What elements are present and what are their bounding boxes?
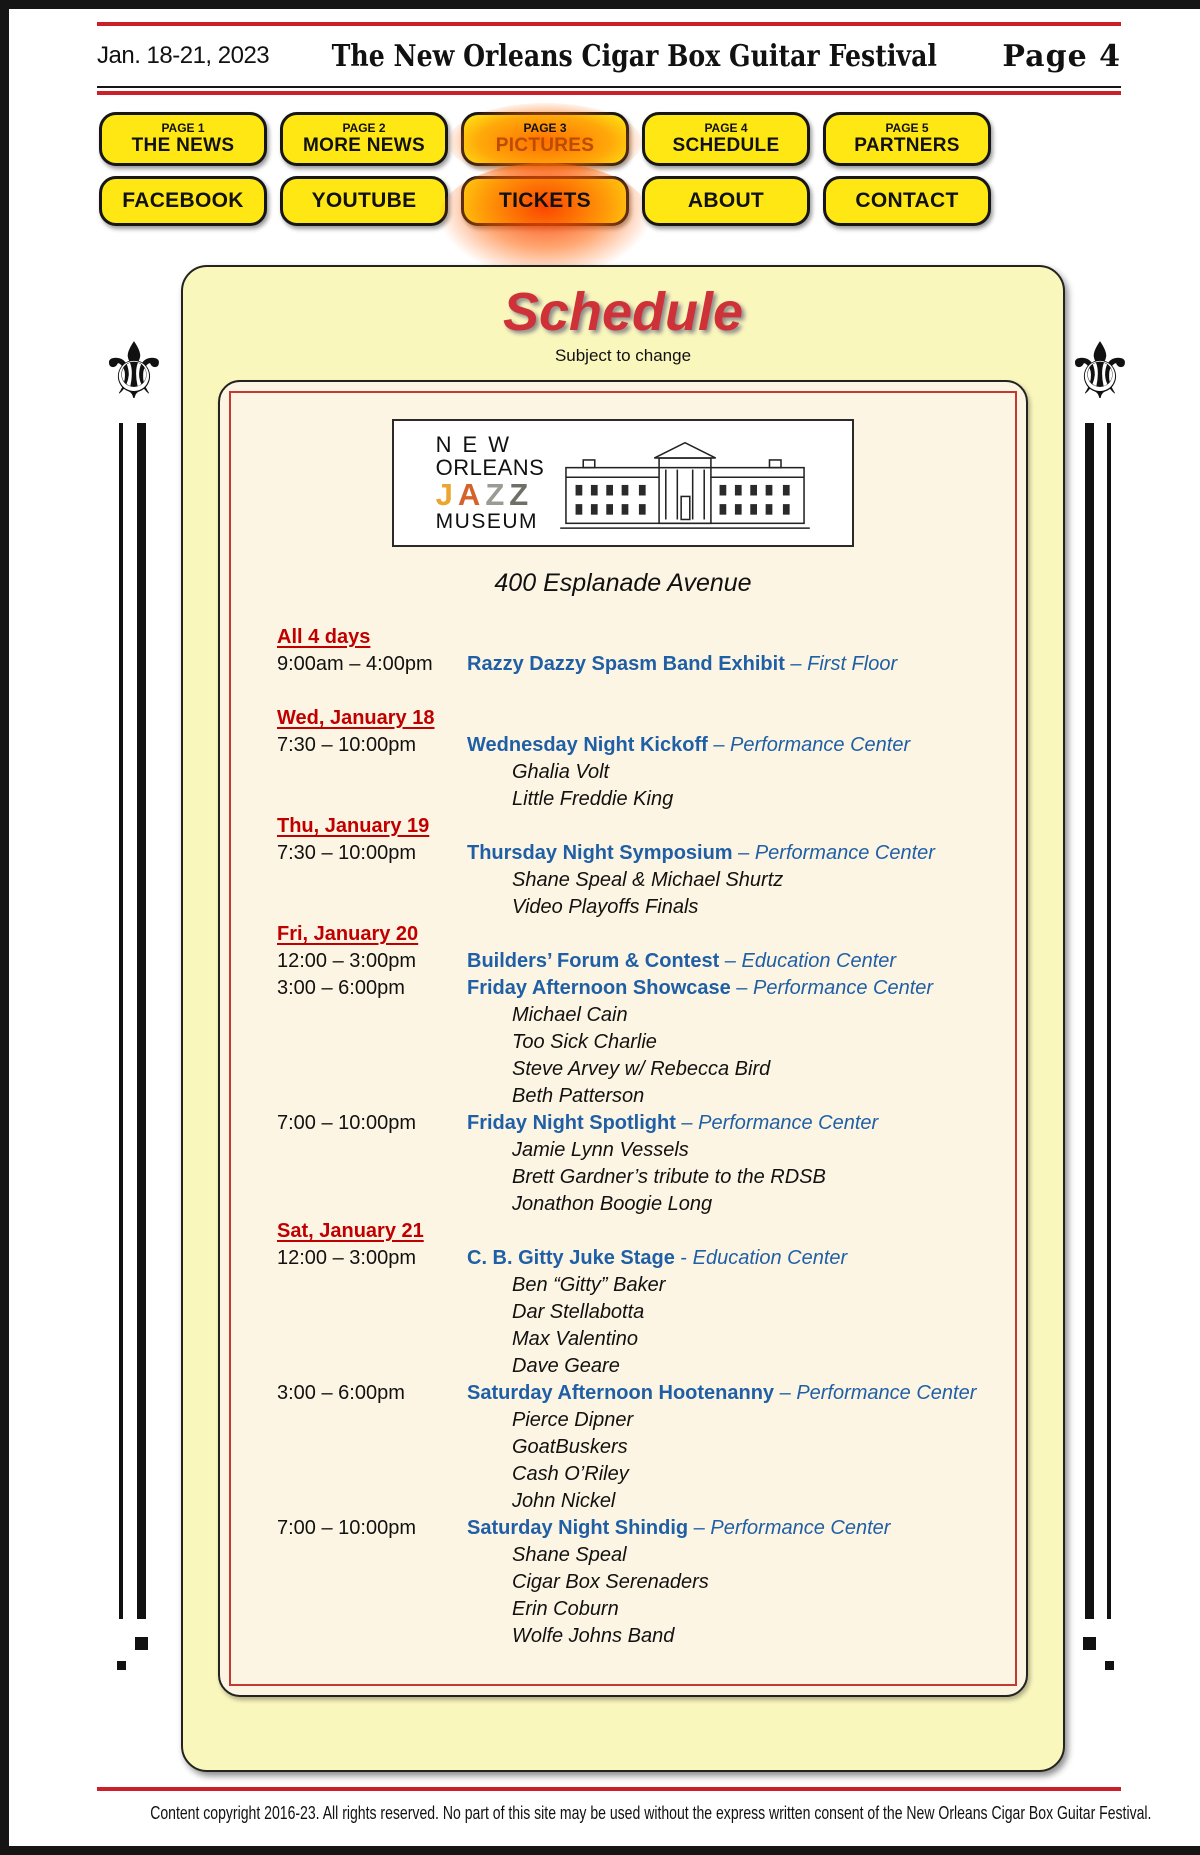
fleur-de-lis-icon: ⚜ bbox=[1065, 327, 1135, 417]
event-title-line bbox=[467, 732, 1003, 759]
logo-jazz-letter: Z bbox=[509, 476, 534, 512]
nav-page-label: PAGE 2 bbox=[342, 120, 386, 135]
ornament-square bbox=[117, 1661, 126, 1670]
event-time: 12:00 – 3:00pm bbox=[277, 950, 416, 972]
event-time: 9:00am – 4:00pm bbox=[277, 653, 433, 675]
logo-jazz-letter: A bbox=[457, 476, 486, 512]
page-number: Page 4 bbox=[1002, 38, 1121, 74]
nav-button-contact[interactable] bbox=[823, 176, 991, 226]
event-venue: Performance Center bbox=[730, 734, 911, 756]
event-title: Saturday Afternoon Hootenanny bbox=[467, 1382, 775, 1404]
nav-button-label: FACEBOOK bbox=[122, 189, 244, 212]
event-row bbox=[277, 948, 1003, 975]
event-row bbox=[277, 732, 1003, 813]
nav-page-label: PAGE 3 bbox=[523, 120, 567, 135]
event-title-line bbox=[467, 948, 1003, 975]
schedule-heading: Schedule bbox=[502, 282, 744, 342]
logo-jazz-letter: J bbox=[435, 476, 458, 512]
event-separator: – bbox=[774, 1382, 797, 1404]
main-navigation bbox=[99, 112, 965, 226]
nav-button-tickets[interactable] bbox=[461, 176, 629, 226]
logo-word-new: NEW bbox=[435, 431, 520, 457]
jazz-museum-logo bbox=[392, 419, 854, 547]
artist-name: Cigar Box Serenaders bbox=[512, 1571, 709, 1593]
artist-name: Shane Speal bbox=[512, 1544, 627, 1566]
event-time: 3:00 – 6:00pm bbox=[277, 977, 405, 999]
nav-button-partners[interactable] bbox=[823, 112, 991, 166]
nav-page-label: PAGE 5 bbox=[885, 120, 929, 135]
nav-page-label: PAGE 1 bbox=[161, 120, 205, 135]
artist-name: Erin Coburn bbox=[512, 1598, 619, 1620]
venue-address: 400 Esplanade Avenue bbox=[494, 569, 752, 597]
nav-button-pictures[interactable] bbox=[461, 112, 629, 166]
nav-button-label: SCHEDULE bbox=[672, 134, 780, 156]
nav-button-label: MORE NEWS bbox=[303, 134, 425, 156]
event-separator: - bbox=[674, 1247, 693, 1269]
event-separator: – bbox=[719, 950, 742, 972]
schedule-panel bbox=[218, 380, 1028, 1697]
artist-name: Pierce Dipner bbox=[512, 1409, 634, 1431]
event-body bbox=[467, 948, 1003, 975]
copyright-notice: Content copyright 2016-23. All rights reserved. No part of this site may be used without the express written consent of the New Orleans Cigar Box Guitar Festival. bbox=[150, 1803, 1152, 1823]
event-body bbox=[467, 840, 1003, 921]
site-title: The New Orleans Cigar Box Guitar Festival bbox=[331, 38, 937, 74]
event-venue: Education Center bbox=[692, 1247, 848, 1269]
event-title-line bbox=[467, 651, 1003, 678]
logo-jazz-word bbox=[435, 476, 545, 512]
artist-name: Video Playoffs Finals bbox=[512, 896, 699, 918]
event-title: Friday Afternoon Showcase bbox=[467, 977, 731, 999]
schedule-list bbox=[231, 624, 1015, 1650]
event-body bbox=[467, 1245, 1003, 1380]
event-time: 7:30 – 10:00pm bbox=[277, 734, 416, 756]
artist-name: Cash O’Riley bbox=[512, 1463, 629, 1485]
event-body bbox=[467, 1380, 1003, 1515]
nav-row-2 bbox=[99, 176, 965, 226]
nav-button-label: PICTURES bbox=[495, 134, 595, 156]
event-title: Saturday Night Shindig bbox=[467, 1517, 689, 1539]
artist-name: Wolfe Johns Band bbox=[512, 1625, 675, 1647]
artist-name: Max Valentino bbox=[512, 1328, 638, 1350]
event-row bbox=[277, 1515, 1003, 1650]
jazz-museum-logo-text bbox=[436, 433, 545, 534]
event-title: Thursday Night Symposium bbox=[467, 842, 733, 864]
event-row bbox=[277, 840, 1003, 921]
artist-name: Brett Gardner’s tribute to the RDSB bbox=[512, 1166, 826, 1188]
nav-row-1 bbox=[99, 112, 965, 166]
nav-page-label: PAGE 4 bbox=[704, 120, 748, 135]
header-divider bbox=[97, 86, 1121, 88]
event-title-line bbox=[467, 1110, 1003, 1137]
footer-red-rule bbox=[97, 1787, 1121, 1791]
event-body bbox=[467, 1110, 1003, 1218]
left-ornament bbox=[99, 327, 169, 1670]
artist-name: Michael Cain bbox=[512, 1004, 628, 1026]
schedule-panel-inner bbox=[229, 391, 1017, 1686]
ornament-square bbox=[135, 1637, 148, 1650]
artist-name: Steve Arvey w/ Rebecca Bird bbox=[512, 1058, 771, 1080]
artist-name: John Nickel bbox=[512, 1490, 616, 1512]
logo-jazz-letter: Z bbox=[485, 476, 510, 512]
event-separator: – bbox=[707, 734, 731, 756]
event-row bbox=[277, 1245, 1003, 1380]
ornament-square bbox=[1105, 1661, 1114, 1670]
event-title: Friday Night Spotlight bbox=[467, 1112, 676, 1134]
site-header bbox=[97, 26, 1121, 86]
event-row bbox=[277, 975, 1003, 1110]
nav-button-label: THE NEWS bbox=[131, 134, 235, 156]
logo-word-orleans: ORLEANS bbox=[435, 454, 545, 480]
nav-button-label: TICKETS bbox=[499, 189, 591, 212]
artist-name: Little Freddie King bbox=[512, 788, 674, 810]
event-venue: Performance Center bbox=[710, 1517, 891, 1539]
event-body bbox=[467, 975, 1003, 1110]
nav-button-about[interactable] bbox=[642, 176, 810, 226]
event-title-line bbox=[467, 1515, 1003, 1542]
page-footer bbox=[9, 1787, 1200, 1824]
event-title: Razzy Dazzy Spasm Band Exhibit bbox=[467, 653, 785, 675]
ornament-line bbox=[137, 423, 146, 1619]
event-time: 12:00 – 3:00pm bbox=[277, 1247, 416, 1269]
ornament-line bbox=[119, 423, 123, 1619]
artist-name: Jonathon Boogie Long bbox=[512, 1193, 713, 1215]
day-header: Thu, January 19 bbox=[277, 815, 430, 837]
fleur-de-lis-icon: ⚜ bbox=[99, 327, 169, 417]
event-time: 3:00 – 6:00pm bbox=[277, 1382, 405, 1404]
event-separator: – bbox=[675, 1112, 699, 1134]
right-ornament bbox=[1065, 327, 1135, 1670]
event-venue: Education Center bbox=[741, 950, 897, 972]
nav-button-schedule[interactable] bbox=[642, 112, 810, 166]
artist-name: Ghalia Volt bbox=[512, 761, 610, 783]
site-title-wrap bbox=[274, 39, 995, 74]
artist-name: Beth Patterson bbox=[512, 1085, 645, 1107]
event-venue: Performance Center bbox=[698, 1112, 879, 1134]
event-dates: Jan. 18-21, 2023 bbox=[97, 42, 270, 69]
artist-name: Too Sick Charlie bbox=[512, 1031, 657, 1053]
event-title: Builders’ Forum & Contest bbox=[467, 950, 720, 972]
event-row bbox=[277, 651, 1003, 678]
event-time: 7:00 – 10:00pm bbox=[277, 1112, 416, 1134]
event-venue: Performance Center bbox=[753, 977, 934, 999]
day-header: Sat, January 21 bbox=[277, 1220, 424, 1242]
artist-name: Dar Stellabotta bbox=[512, 1301, 645, 1323]
event-body bbox=[467, 651, 1003, 678]
nav-button-label: PARTNERS bbox=[854, 134, 960, 156]
header-red-rule bbox=[97, 91, 1121, 95]
ornament-line bbox=[1107, 423, 1111, 1619]
event-separator: – bbox=[730, 977, 753, 999]
nav-button-label: ABOUT bbox=[687, 189, 765, 212]
artist-name: Ben “Gitty” Baker bbox=[512, 1274, 666, 1296]
event-separator: – bbox=[784, 653, 808, 675]
event-row bbox=[277, 1110, 1003, 1218]
event-body bbox=[467, 732, 1003, 813]
event-venue: Performance Center bbox=[754, 842, 935, 864]
nav-button-label: CONTACT bbox=[855, 189, 959, 212]
nav-button-facebook[interactable] bbox=[99, 176, 267, 226]
nav-button-more-news[interactable] bbox=[280, 112, 448, 166]
ornament-line bbox=[1085, 423, 1094, 1619]
event-title-line bbox=[467, 1245, 1003, 1272]
nav-button-label: YOUTUBE bbox=[311, 189, 417, 212]
event-time: 7:30 – 10:00pm bbox=[277, 842, 416, 864]
day-header: Fri, January 20 bbox=[277, 923, 419, 945]
ornament-square bbox=[1083, 1637, 1096, 1650]
artist-name: Dave Geare bbox=[512, 1355, 620, 1377]
nav-button-the-news[interactable] bbox=[99, 112, 267, 166]
event-title-line bbox=[467, 975, 1003, 1002]
logo-word-museum: MUSEUM bbox=[435, 510, 539, 534]
artist-name: Jamie Lynn Vessels bbox=[512, 1139, 689, 1161]
artist-name: Shane Speal & Michael Shurtz bbox=[512, 869, 784, 891]
copyright-row bbox=[9, 1803, 1200, 1824]
event-title: C. B. Gitty Juke Stage bbox=[467, 1247, 675, 1269]
day-header: All 4 days bbox=[277, 626, 371, 648]
event-venue: Performance Center bbox=[796, 1382, 977, 1404]
event-body bbox=[467, 1515, 1003, 1650]
event-separator: – bbox=[688, 1517, 711, 1539]
day-header: Wed, January 18 bbox=[277, 707, 435, 729]
event-title-line bbox=[467, 840, 1003, 867]
schedule-card bbox=[181, 265, 1065, 1772]
event-separator: – bbox=[732, 842, 755, 864]
schedule-subtitle: Subject to change bbox=[554, 346, 692, 365]
event-title: Wednesday Night Kickoff bbox=[467, 734, 708, 756]
event-time: 7:00 – 10:00pm bbox=[277, 1517, 416, 1539]
museum-building-icon bbox=[560, 435, 810, 531]
nav-button-youtube[interactable] bbox=[280, 176, 448, 226]
event-venue: First Floor bbox=[807, 653, 898, 675]
artist-name: GoatBuskers bbox=[512, 1436, 628, 1458]
event-title-line bbox=[467, 1380, 1003, 1407]
event-row bbox=[277, 1380, 1003, 1515]
